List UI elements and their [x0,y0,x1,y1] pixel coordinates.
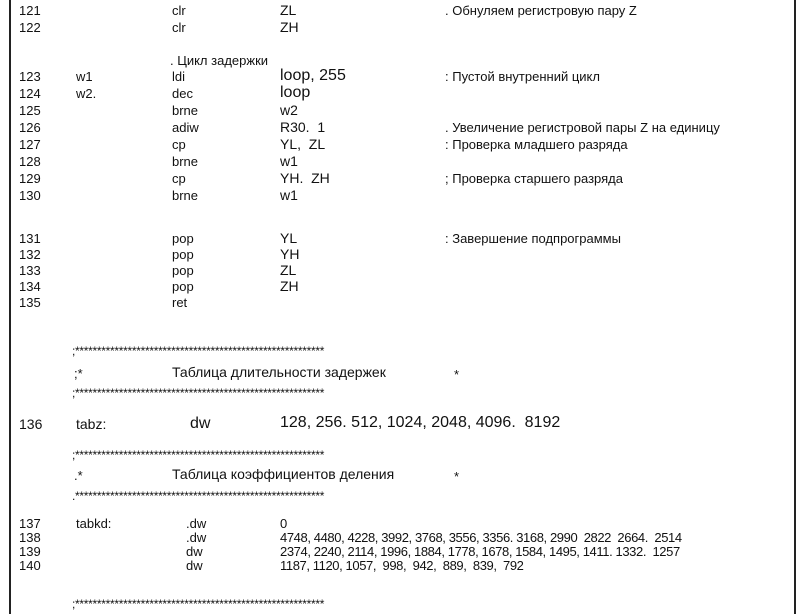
box-title: Таблица коэффициентов деления [172,466,395,482]
line-number: 139 [19,544,41,559]
box-title: Таблица длительности задержек [172,364,386,380]
operand: ZL [280,262,297,278]
star-border-bottom: ;********************************************************* [72,386,325,400]
section-heading: . Цикл задержки [170,53,269,68]
mnemonic: brne [172,154,199,169]
mnemonic: clr [172,3,186,18]
operand: w2 [280,102,298,118]
operand: ZH [280,278,299,294]
label: w2. [76,86,97,101]
line-number: 124 [19,86,41,101]
comment: . Обнуляем регистровую пару Z [445,3,637,18]
operand: loop [280,84,311,101]
line-number: 132 [19,247,41,262]
mnemonic: dw [190,415,211,432]
mnemonic: adiw [172,120,199,135]
mnemonic: clr [172,20,186,35]
label: tabz: [76,416,107,432]
line-number: 122 [19,20,41,35]
mnemonic: brne [172,188,199,203]
operand: 2374, 2240, 2114, 1996, 1884, 1778, 1678, 1584, 1495, 1411. 1332. 1257 [280,544,680,559]
mnemonic: cp [172,171,186,186]
comment: : Проверка младшего разряда [445,137,628,152]
mnemonic: dec [172,86,193,101]
label: tabkd: [76,516,112,531]
box-right-marker: * [454,469,460,484]
operand: R30. 1 [280,119,326,135]
label: w1 [76,69,93,84]
mnemonic: ldi [172,69,186,84]
line-number: 127 [19,137,41,152]
operand: loop, 255 [280,67,346,84]
mnemonic: dw [186,558,203,573]
line-number: 123 [19,69,41,84]
star-border-bottom: .********************************************************* [72,489,325,503]
line-number: 131 [19,231,41,246]
line-number: 138 [19,530,41,545]
star-border-top: ;********************************************************* [72,344,325,358]
mnemonic: cp [172,137,186,152]
operand: ZH [280,19,299,35]
box-left-marker: .* [74,468,83,483]
operand: YH. ZH [280,170,330,186]
line-number: 133 [19,263,41,278]
star-border-footer: ;********************************************************* [72,597,325,611]
line-number: 128 [19,154,41,169]
operand: 4748, 4480, 4228, 3992, 3768, 3556, 3356. 3168, 2990 2822 2664. 2514 [280,530,682,545]
line-number: 130 [19,188,41,203]
comment: : Завершение подпрограммы [445,231,621,246]
line-number: 134 [19,279,41,294]
line-number: 135 [19,295,41,310]
operand: ZL [280,2,297,18]
mnemonic: dw [186,544,203,559]
operand: 0 [280,516,288,531]
line-number: 121 [19,3,41,18]
line-number: 125 [19,103,41,118]
operand: 128, 256. 512, 1024, 2048, 4096. 8192 [280,414,561,431]
operand: w1 [280,187,298,203]
comment: ; Проверка старшего разряда [445,171,624,186]
line-number: 136 [19,416,43,432]
mnemonic: .dw [186,530,207,545]
star-border-top: ;********************************************************* [72,448,325,462]
mnemonic: pop [172,231,194,246]
mnemonic: brne [172,103,199,118]
line-number: 126 [19,120,41,135]
box-left-marker: ;* [74,366,83,381]
box-right-marker: * [454,367,460,382]
comment: : Пустой внутренний цикл [445,69,600,84]
comment: . Увеличение регистровой пары Z на единицу [445,120,720,135]
mnemonic: .dw [186,516,207,531]
mnemonic: pop [172,279,194,294]
page-frame [9,0,796,614]
mnemonic: pop [172,247,194,262]
mnemonic: ret [172,295,188,310]
operand: w1 [280,153,298,169]
operand: YH [280,246,300,262]
line-number: 137 [19,516,41,531]
operand: YL [280,230,298,246]
operand: 1187, 1120, 1057, 998, 942, 889, 839, 792 [280,558,524,573]
line-number: 129 [19,171,41,186]
line-number: 140 [19,558,41,573]
mnemonic: pop [172,263,194,278]
operand: YL, ZL [280,136,326,152]
